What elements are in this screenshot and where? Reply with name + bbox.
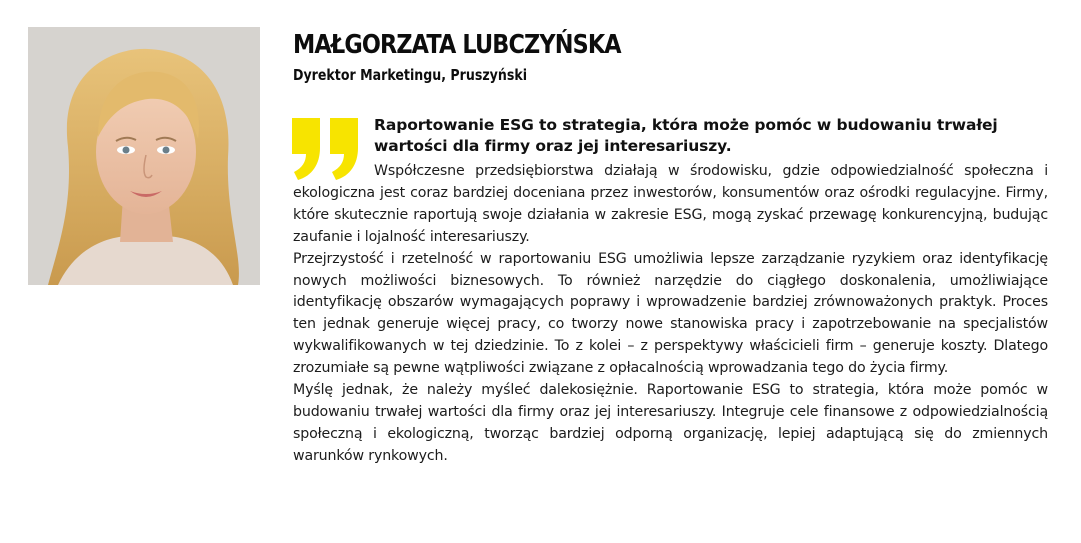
quote-body (293, 161, 1048, 468)
person-role: Dyrektor Marketingu, Pruszyński (293, 66, 528, 84)
portrait-illustration (28, 27, 260, 285)
body-paragraph-3: Myślę jednak, że należy myśleć dalekosiężnie. Raportowanie ESG to strategia, która może pomóc w budowaniu trwałej wartości dla firmy oraz jej interesariuszy. Integruje cele finansowe z odpowiedzialnością społeczną i ekologiczną, tworząc bardziej odporną organizację, lepiej adaptującą się do zmiennych warunków rynkowych. (293, 382, 1048, 464)
person-name: MAŁGORZATA LUBCZYŃSKA (293, 30, 621, 60)
quote-headline: Raportowanie ESG to strategia, która może pomóc w budowaniu trwałej wartości dla firmy oraz jej interesariuszy. (374, 116, 998, 155)
portrait-photo (28, 27, 260, 285)
body-paragraph-2: Przejrzystość i rzetelność w raportowaniu ESG umożliwia lepsze zarządzanie ryzykiem oraz identyfikację nowych możliwości biznesowych. To również narzędzie do ciągłego doskonalenia, umożliwiające identyfikację obszarów wymagających poprawy i wprowadzenie bardziej zrównoważonych praktyk. Proces ten jednak generuje więcej pracy, co tworzy nowe stanowiska pracy i zapotrzebowanie na specjalistów wykwalifikowanych w tej dziedzinie. To z kolei – z perspektywy właścicieli firm – generuje koszty. Dlatego zrozumiałe są pewne wątpliwości związane z opłacalnością wprowadzania tego do życia firmy. (293, 250, 1048, 377)
body-paragraph-1: Współczesne przedsiębiorstwa działają w środowisku, gdzie odpowiedzialność społeczna i ekologiczna jest coraz bardziej doceniana przez inwestorów, konsumentów oraz ośrodki regulacyjne. Firmy, które skutecznie raportują swoje działania w zakresie ESG, mogą zyskać przewagę konkurencyjną, budując zaufanie i lojalność interesariuszy. (293, 163, 1048, 245)
